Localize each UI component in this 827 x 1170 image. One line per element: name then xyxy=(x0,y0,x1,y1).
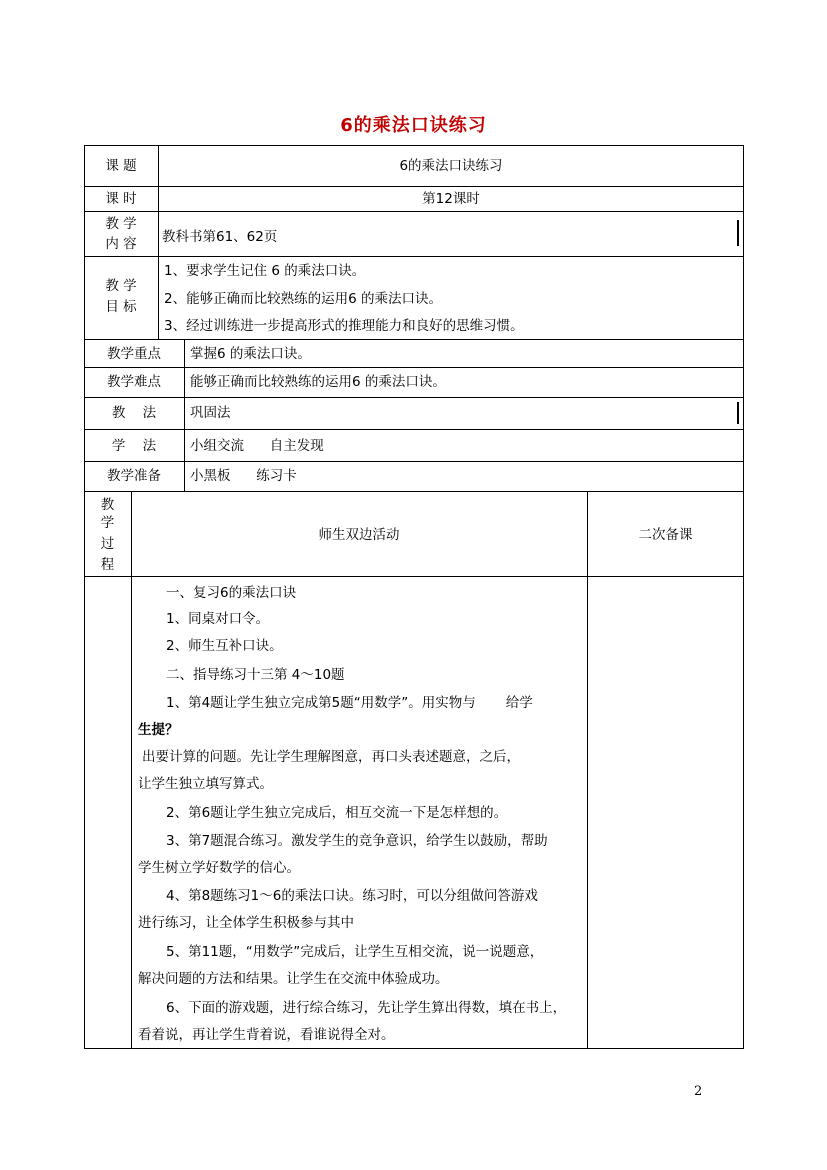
divider xyxy=(158,256,159,340)
goals-label-2: 目 标 xyxy=(105,299,137,315)
cursor-mark xyxy=(737,402,739,424)
difficulty-label: 教学难点 xyxy=(107,374,161,390)
goal-item: 3、经过训练进一步提高形式的推理能力和良好的思维习惯。 xyxy=(164,318,524,334)
divider xyxy=(184,339,185,368)
process-line: 一、复习6的乘法口诀 xyxy=(166,585,297,601)
key-point-label: 教学重点 xyxy=(107,346,161,362)
activity-header: 师生双边活动 xyxy=(318,527,400,543)
process-line: 出要计算的问题。先让学生理解图意，再口头表述题意，之后， xyxy=(142,749,520,765)
process-line: 解决问题的方法和结果。让学生在交流中体验成功。 xyxy=(138,971,449,987)
divider xyxy=(158,211,159,257)
process-label-char: 教 xyxy=(100,497,115,513)
process-line: 6、下面的游戏题，进行综合练习，先让学生算出得数，填在书上， xyxy=(166,1000,567,1016)
process-label-char: 程 xyxy=(100,557,115,573)
goal-item: 2、能够正确而比较熟练的运用6 的乘法口诀。 xyxy=(164,291,442,307)
process-line: 生提？ xyxy=(138,722,179,738)
divider xyxy=(184,429,185,462)
document-title: 6的乘法口诀练习 xyxy=(340,115,487,136)
process-line: 3、第7题混合练习。激发学生的竞争意识，给学生以鼓励，帮助 xyxy=(166,833,548,849)
teach-method-value: 巩固法 xyxy=(190,405,231,421)
learn-method-label: 学 法 xyxy=(111,438,157,454)
key-point-value: 掌握6 的乘法口诀。 xyxy=(190,346,311,362)
process-line: 让学生独立填写算式。 xyxy=(138,776,273,792)
process-line: 2、师生互补口诀。 xyxy=(166,638,283,654)
page-number: 2 xyxy=(694,1084,703,1099)
process-table xyxy=(84,491,744,1049)
topic-value: 6的乘法口诀练习 xyxy=(399,158,503,174)
divider xyxy=(587,491,588,1049)
divider xyxy=(184,397,185,430)
process-line: 2、第6题让学生独立完成后，相互交流一下是怎样想的。 xyxy=(166,805,508,821)
process-line: 4、第8题练习1～6的乘法口诀。练习时，可以分组做问答游戏 xyxy=(166,888,538,904)
divider xyxy=(131,491,132,1049)
content-label-2: 内 容 xyxy=(105,236,137,252)
process-header-divider xyxy=(84,576,744,577)
topic-label: 课 题 xyxy=(105,158,137,174)
notes-header: 二次备课 xyxy=(638,527,693,543)
teach-method-label: 教 法 xyxy=(111,405,157,421)
period-label: 课 时 xyxy=(105,191,137,207)
process-label-char: 过 xyxy=(100,536,115,552)
divider xyxy=(184,367,185,398)
process-line: 二、指导练习十三第 4～10题 xyxy=(166,667,345,683)
difficulty-value: 能够正确而比较熟练的运用6 的乘法口诀。 xyxy=(190,374,446,390)
process-line: 进行练习，让全体学生积极参与其中 xyxy=(138,915,354,931)
content-value: 教科书第61、62页 xyxy=(162,229,278,245)
cursor-mark xyxy=(737,220,739,246)
process-line: 1、第4题让学生独立完成第5题“用数学”。用实物与 给学 xyxy=(166,695,533,711)
prep-value: 小黑板 练习卡 xyxy=(190,468,297,484)
process-line: 学生树立学好数学的信心。 xyxy=(138,860,300,876)
goals-label-1: 教 学 xyxy=(105,278,137,294)
period-value: 第12课时 xyxy=(422,191,480,207)
process-line: 5、第11题，“用数学”完成后，让学生互相交流，说一说题意， xyxy=(166,944,544,960)
divider xyxy=(184,461,185,492)
process-line: 1、同桌对口令。 xyxy=(166,611,270,627)
content-label-1: 教 学 xyxy=(105,216,137,232)
process-line: 看着说，再让学生背着说，看谁说得全对。 xyxy=(138,1027,395,1043)
process-label-char: 学 xyxy=(100,515,115,531)
prep-label: 教学准备 xyxy=(107,468,161,484)
goal-item: 1、要求学生记住 6 的乘法口诀。 xyxy=(164,263,366,279)
learn-method-value: 小组交流 自主发现 xyxy=(190,438,324,454)
